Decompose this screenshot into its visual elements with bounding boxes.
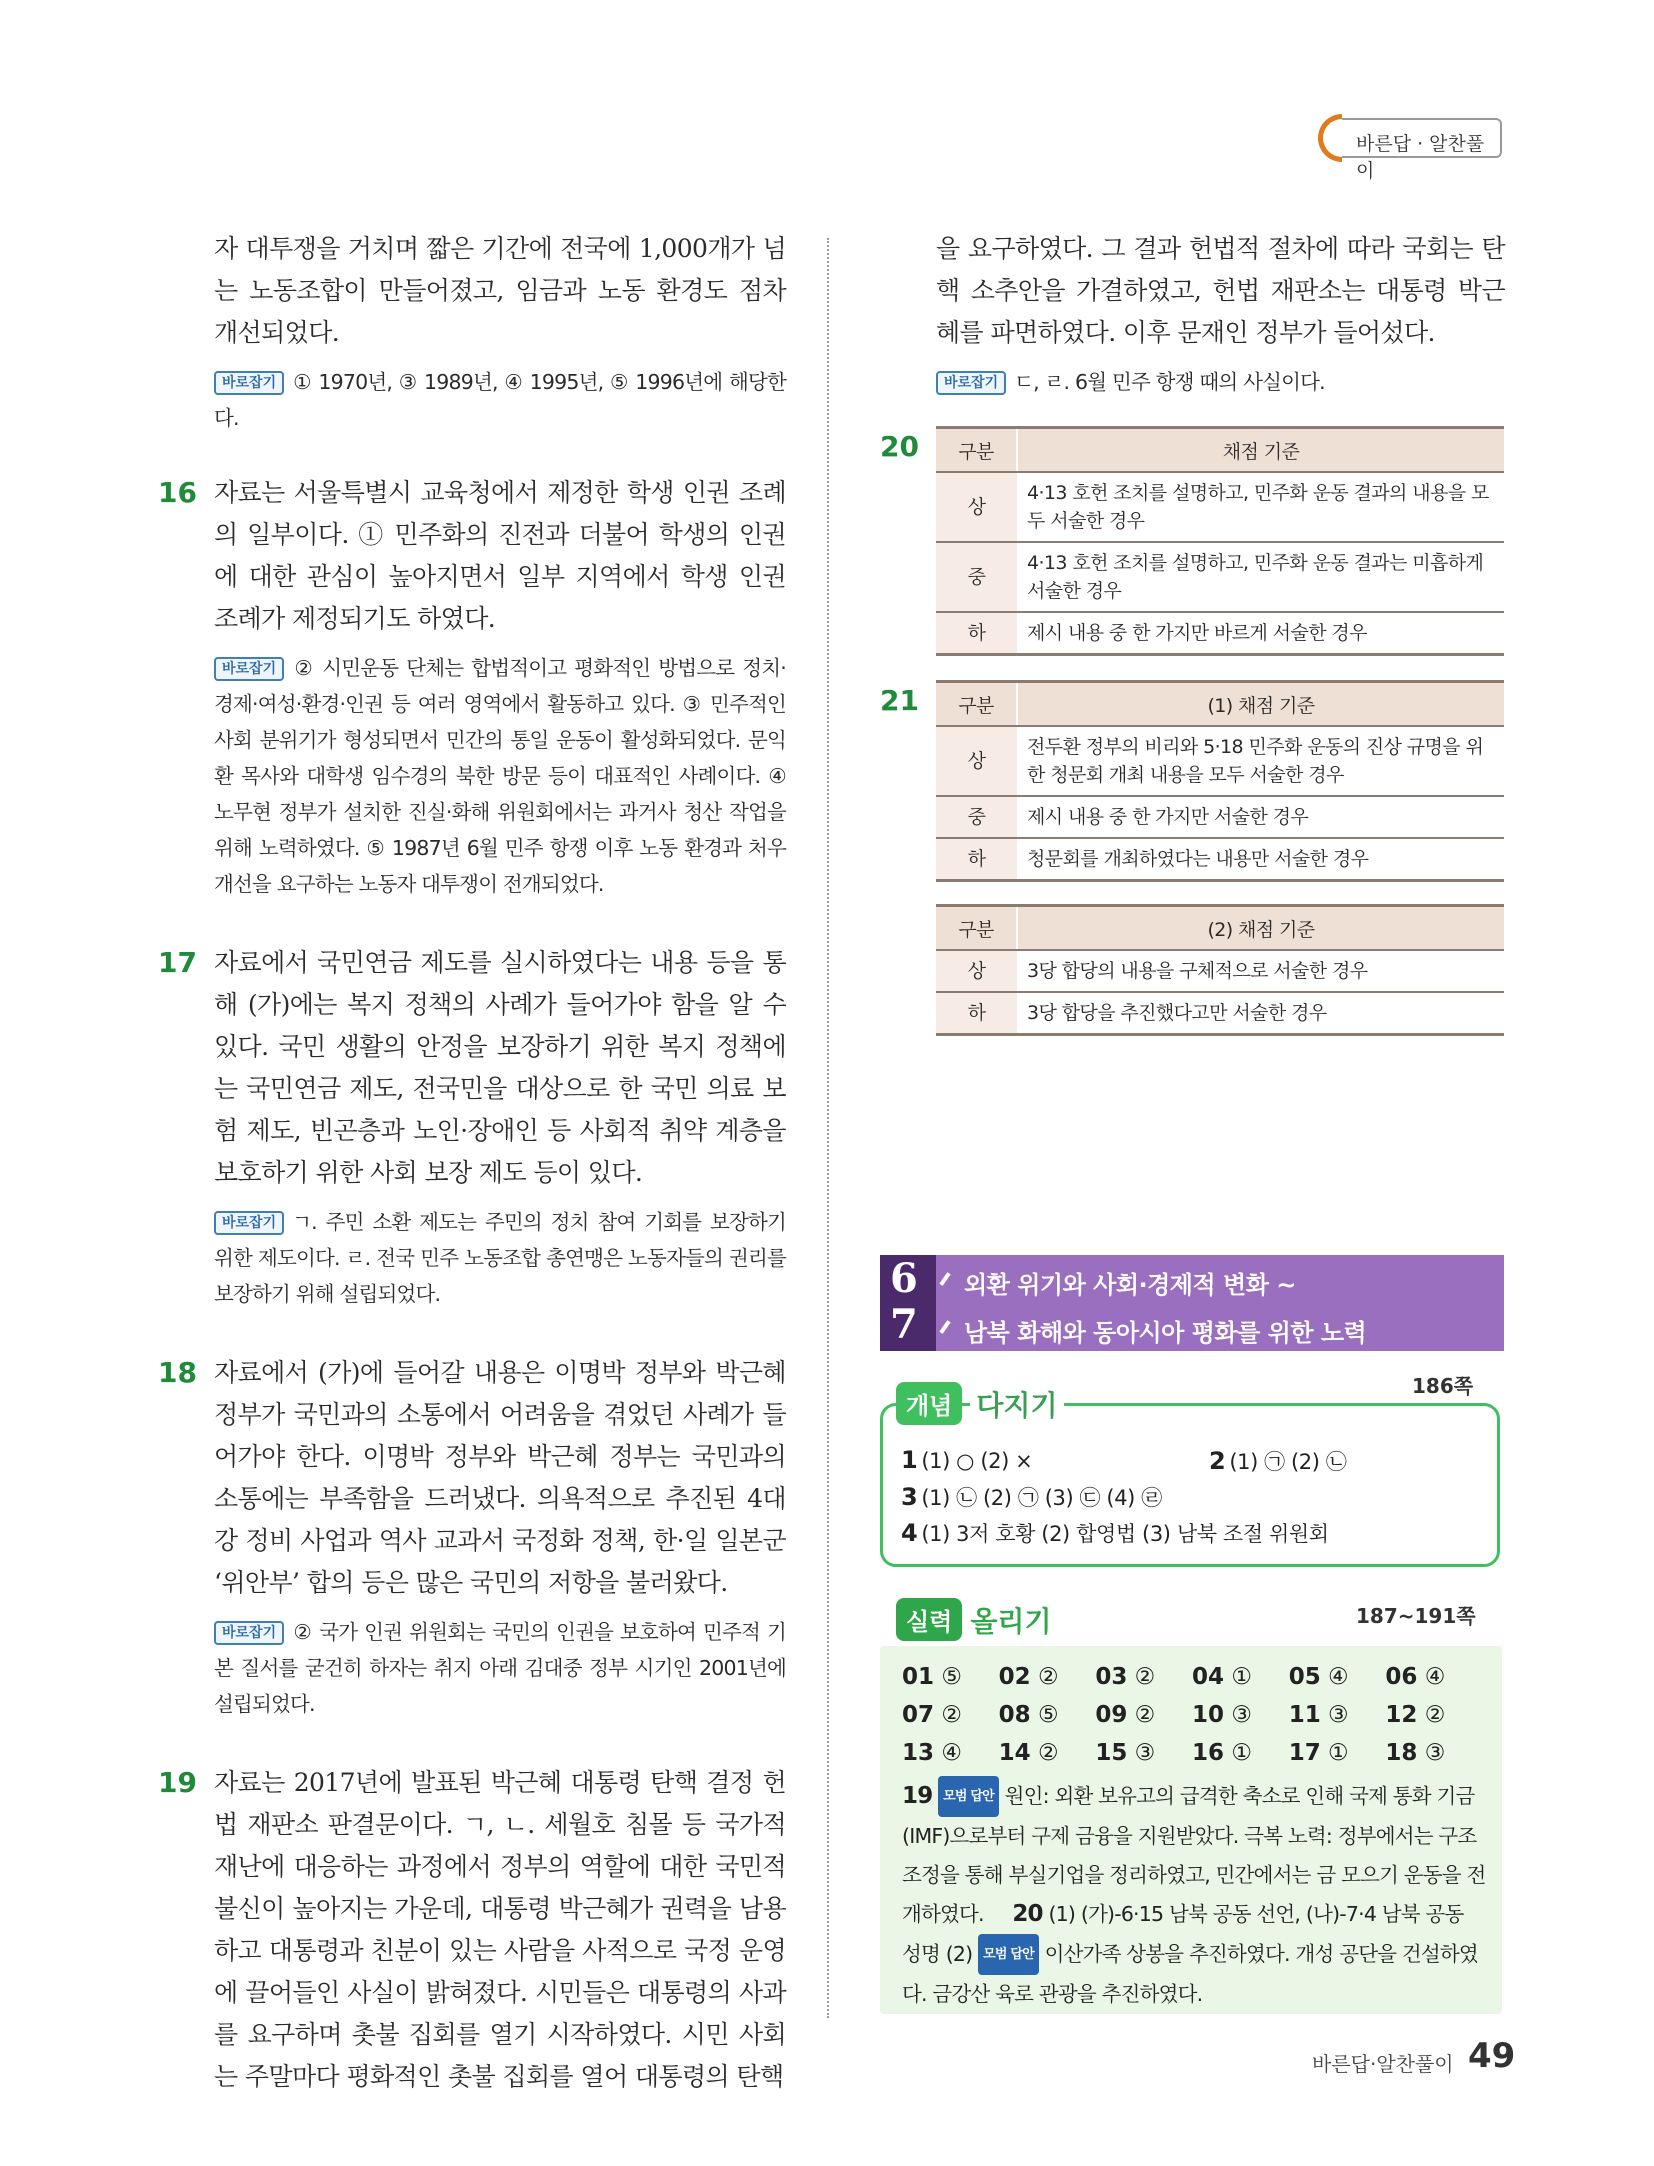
table-header: 구분	[936, 906, 1017, 951]
level-cell: 중	[936, 796, 1017, 838]
model-answer-tag: 모범 답안	[938, 1776, 999, 1817]
answer-16	[158, 472, 786, 902]
level-cell: 상	[936, 472, 1017, 542]
section-tab	[1330, 118, 1502, 182]
answer-line: 4 (1) 3저 호황 (2) 합영법 (3) 남북 조절 위원회	[901, 1519, 1329, 1547]
answer-item: 08 ⑤	[998, 1702, 1059, 1728]
answer-15-continued	[158, 228, 786, 436]
answer-item: 15 ③	[1095, 1740, 1156, 1766]
scoring-table-20	[936, 426, 1504, 656]
question-number: 21	[880, 684, 919, 717]
practice-subtitle: 올리기	[970, 1604, 1052, 1638]
descriptive-answers	[902, 1776, 1488, 2014]
criterion-cell: 4·13 호헌 조치를 설명하고, 민주화 운동 결과의 내용을 모두 서술한 경우	[1017, 472, 1504, 542]
level-cell: 하	[936, 992, 1017, 1035]
table-row	[936, 726, 1504, 796]
table-row	[936, 838, 1504, 881]
question-number: 17	[158, 946, 197, 979]
answer-text: (1) (가)-6·15 남북 공동 선언, (나)-7·4 남북 공동 성명 (2)	[902, 1902, 1464, 1966]
practice-answer-box	[880, 1646, 1502, 2014]
question-number: 16	[158, 476, 197, 509]
correction-text: ② 시민운동 단체는 합법적이고 평화적인 방법으로 정치·경제·여성·환경·인권 등 여러 영역에서 활동하고 있다. ③ 민주적인 사회 분위기가 형성되면서 민간의 통일 운동이 활성화되었다. 문익환 목사와 대학생 임수경의 북한 방문 등이 대표적인 사례이다. ④ 노무현 정부가 설치한 진실·화해 위원회에서는 과거사 청산 작업을 위해 노력하였다. ⑤ 1987년 6월 민주 항쟁 이후 노동 환경과 처우 개선을 요구하는 노동자 대투쟁이 전개되었다.	[214, 656, 786, 896]
section-label: 바른답 · 알찬풀이	[1356, 133, 1485, 182]
page-number: 49	[1468, 2036, 1516, 2076]
correction-tag: 바로잡기	[214, 1621, 284, 1645]
table-row	[936, 950, 1504, 992]
correction-tag: 바로잡기	[214, 1211, 284, 1235]
concept-subtitle: 다지기	[970, 1384, 1063, 1424]
answer-17	[158, 942, 786, 1312]
table-header: (1) 채점 기준	[1017, 682, 1504, 727]
footer-label: 바른답·알찬풀이	[1312, 2052, 1454, 2076]
pen-icon	[939, 1320, 950, 1334]
answer-text: 자 대투쟁을 거치며 짧은 기간에 전국에 1,000개가 넘는 노동조합이 만들어졌고, 임금과 노동 환경도 점차 개선되었다.	[214, 234, 786, 347]
question-number: 20	[1012, 1901, 1043, 1927]
unit-number: 7	[890, 1301, 918, 1348]
answer-grid	[902, 1658, 1482, 1772]
right-column	[880, 228, 1505, 1036]
correction-note	[214, 1614, 786, 1722]
criterion-cell: 전두환 정부의 비리와 5·18 민주화 운동의 진상 규명을 위한 청문회 개최 내용을 모두 서술한 경우	[1017, 726, 1504, 796]
answer-item: 05 ④	[1288, 1664, 1349, 1690]
table-row	[936, 612, 1504, 655]
question-number: 18	[158, 1356, 197, 1389]
answer-text: 을 요구하였다. 그 결과 헌법적 절차에 따라 국회는 탄핵 소추안을 가결하였고, 헌법 재판소는 대통령 박근혜를 파면하였다. 이후 문재인 정부가 들어섰다.	[936, 234, 1505, 347]
correction-note	[214, 1204, 786, 1312]
answer-item: 02 ②	[998, 1664, 1059, 1690]
correction-tag: 바로잡기	[936, 371, 1006, 395]
answer-item: 12 ②	[1385, 1702, 1446, 1728]
answer-item: 11 ③	[1288, 1702, 1349, 1728]
question-number: 19	[158, 1766, 197, 1799]
correction-note	[936, 364, 1505, 400]
answer-row	[902, 1696, 1482, 1734]
answer-text: 이산가족 상봉을 추진하였다. 개성 공단을 건설하였다. 금강산 육로 관광을 추진하였다.	[902, 1942, 1478, 2006]
answer-item: 17 ①	[1288, 1740, 1349, 1766]
question-number: 20	[880, 430, 919, 463]
criterion-cell: 청문회를 개최하였다는 내용만 서술한 경우	[1017, 838, 1504, 881]
answer-item: 14 ②	[998, 1740, 1059, 1766]
table-row	[936, 992, 1504, 1035]
unit-title: 남북 화해와 동아시아 평화를 위한 노력	[964, 1319, 1367, 1347]
answer-19-continued	[880, 228, 1505, 400]
level-cell: 상	[936, 726, 1017, 796]
answer-text: 자료에서 국민연금 제도를 실시하였다는 내용 등을 통해 (가)에는 복지 정책의 사례가 들어가야 함을 알 수 있다. 국민 생활의 안정을 보장하기 위한 복지 정책에는 국민연금 제도, 전국민을 대상으로 한 국민 의료 보험 제도, 빈곤층과 노인·장애인 등 사회적 취약 계층을 보호하기 위한 사회 보장 제도 등이 있다.	[214, 948, 786, 1187]
criterion-cell: 3당 합당의 내용을 구체적으로 서술한 경우	[1017, 950, 1504, 992]
correction-text: ㄷ, ㄹ. 6월 민주 항쟁 때의 사실이다.	[1014, 370, 1325, 394]
answer-item: 03 ②	[1095, 1664, 1156, 1690]
answer-21	[880, 680, 1505, 1036]
answer-text: 원인: 외환 보유고의 급격한 축소로 인해 국제 통화 기금(IMF)으로부터 구제 금융을 지원받았다. 극복 노력: 정부에서는 구조 조정을 통해 부실기업을 정리하였고, 민간에서는 금 모으기 운동을 전개하였다.	[902, 1784, 1486, 1926]
question-number: 19	[902, 1783, 933, 1809]
concept-review-box	[880, 1403, 1500, 1567]
table-row	[936, 796, 1504, 838]
answer-item: 01 ⑤	[902, 1664, 962, 1690]
level-cell: 하	[936, 838, 1017, 881]
table-row	[936, 472, 1504, 542]
page-reference: 187~191쪽	[1356, 1604, 1476, 1628]
pen-icon	[939, 1272, 950, 1286]
level-cell: 하	[936, 612, 1017, 655]
table-header: 채점 기준	[1017, 428, 1504, 473]
answer-row	[902, 1734, 1482, 1772]
concept-title	[896, 1382, 1064, 1424]
column-divider	[827, 238, 829, 2018]
table-header: 구분	[936, 682, 1017, 727]
answer-text: 자료는 서울특별시 교육청에서 제정한 학생 인권 조례의 일부이다. ① 민주화의 진전과 더불어 학생의 인권에 대한 관심이 높아지면서 일부 지역에서 학생 인권 조례가 제정되기도 하였다.	[214, 478, 786, 633]
answer-line: 2 (1) ㉠ (2) ㉡	[1209, 1447, 1347, 1475]
left-column	[158, 228, 786, 2098]
answer-item: 06 ④	[1385, 1664, 1446, 1690]
criterion-cell: 4·13 호헌 조치를 설명하고, 민주화 운동 결과는 미흡하게 서술한 경우	[1017, 542, 1504, 612]
unit-number-block	[880, 1255, 936, 1351]
answer-text: 자료에서 (가)에 들어갈 내용은 이명박 정부와 박근혜 정부가 국민과의 소통에서 어려움을 겪었던 사례가 들어가야 한다. 이명박 정부와 박근혜 정부는 국민과의 소통에는 부족함을 드러냈다. 의욕적으로 추진된 4대강 정비 사업과 역사 교과서 국정화 정책, 한·일 일본군 ‘위안부’ 합의 등은 많은 국민의 저항을 불러왔다.	[214, 1358, 786, 1597]
unit-title: 외환 위기와 사회·경제적 변화 ~	[964, 1271, 1296, 1299]
correction-tag: 바로잡기	[214, 657, 284, 681]
scoring-table-21-1	[936, 680, 1504, 882]
scoring-table-21-2	[936, 904, 1504, 1036]
answer-18	[158, 1352, 786, 1722]
answer-item: 09 ②	[1095, 1702, 1156, 1728]
answer-item: 10 ③	[1192, 1702, 1252, 1728]
answer-19	[158, 1762, 786, 2098]
table-header: 구분	[936, 428, 1017, 473]
correction-note	[214, 650, 786, 902]
criterion-cell: 3당 합당을 추진했다고만 서술한 경우	[1017, 992, 1504, 1035]
answer-item: 18 ③	[1385, 1740, 1446, 1766]
answer-text: 자료는 2017년에 발표된 박근혜 대통령 탄핵 결정 헌법 재판소 판결문이다. ㄱ, ㄴ. 세월호 침몰 등 국가적 재난에 대응하는 과정에서 정부의 역할에 대한 국민적 불신이 높아지는 가운데, 대통령 박근혜가 권력을 남용하고 대통령과 친분이 있는 사람을 사적으로 국정 운영에 끌어들인 사실이 밝혀졌다. 시민들은 대통령의 사과를 요구하며 촛불 집회를 열기 시작하였다. 시민 사회는 주말마다 평화적인 촛불 집회를 열어 대통령의 탄핵	[214, 1768, 786, 2091]
unit-number: 6	[890, 1255, 918, 1302]
correction-text: ㄱ. 주민 소환 제도는 주민의 정치 참여 기회를 보장하기 위한 제도이다. ㄹ. 전국 민주 노동조합 총연맹은 노동자들의 권리를 보장하기 위해 설립되었다.	[214, 1210, 786, 1306]
answer-line: 3 (1) ㉡ (2) ㉠ (3) ㉢ (4) ㉣	[901, 1483, 1162, 1511]
level-cell: 중	[936, 542, 1017, 612]
criterion-cell: 제시 내용 중 한 가지만 바르게 서술한 경우	[1017, 612, 1504, 655]
concept-pill: 개념	[896, 1382, 962, 1425]
table-header: (2) 채점 기준	[1017, 906, 1504, 951]
answer-item: 13 ④	[902, 1740, 962, 1766]
answer-row	[902, 1658, 1482, 1696]
correction-note	[214, 364, 786, 436]
tab-accent-arc	[1318, 114, 1342, 162]
correction-text: ① 1970년, ③ 1989년, ④ 1995년, ⑤ 1996년에 해당한다.	[214, 370, 786, 430]
answer-item: 07 ②	[902, 1702, 962, 1728]
answer-line: 1 (1) ○ (2) ×	[901, 1446, 1033, 1474]
practice-pill: 실력	[896, 1598, 962, 1641]
model-answer-tag: 모범 답안	[978, 1934, 1039, 1975]
criterion-cell: 제시 내용 중 한 가지만 서술한 경우	[1017, 796, 1504, 838]
table-row	[936, 542, 1504, 612]
unit-banner	[880, 1255, 1504, 1351]
practice-title	[896, 1598, 1052, 1641]
answer-20	[880, 426, 1505, 656]
answer-item: 16 ①	[1192, 1740, 1252, 1766]
page-reference: 186쪽	[1412, 1374, 1474, 1398]
answer-item: 04 ①	[1192, 1664, 1252, 1690]
level-cell: 상	[936, 950, 1017, 992]
correction-tag: 바로잡기	[214, 371, 284, 395]
correction-text: ② 국가 인권 위원회는 국민의 인권을 보호하여 민주적 기본 질서를 굳건히 하자는 취지 아래 김대중 정부 시기인 2001년에 설립되었다.	[214, 1620, 786, 1716]
